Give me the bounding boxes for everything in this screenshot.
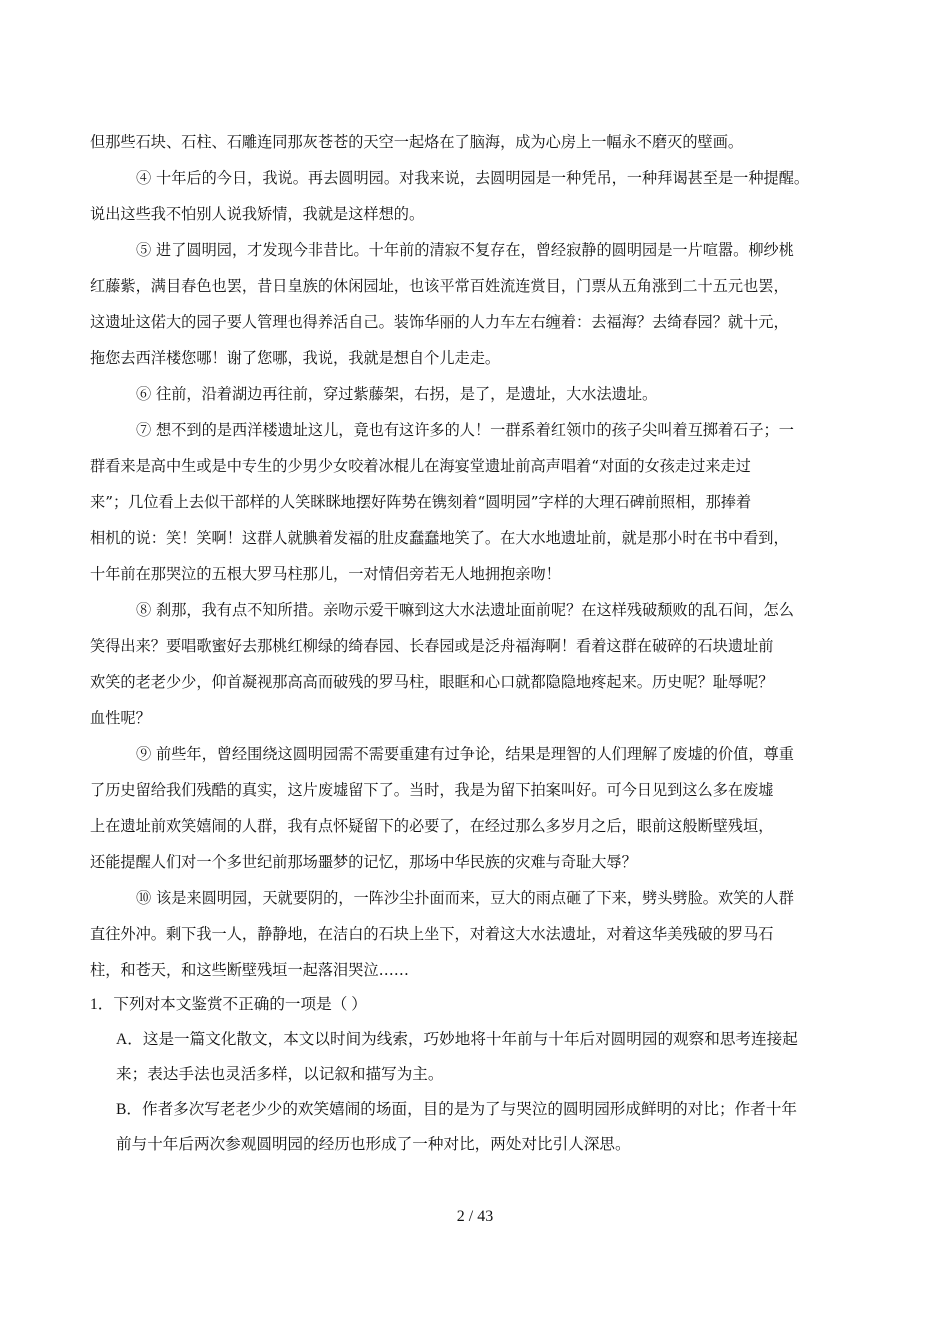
text-line: 柱，和苍天，和这些断壁残垣一起落泪哭泣…… [90,961,409,979]
paragraph-8: ⑧ 刹那，我有点不知所措。亲吻示爱干嘛到这大水法遗址面前呢？在这样残破颓败的乱石间，怎么 [136,601,794,619]
text-line: 十年前在那哭泣的五根大罗马柱那儿，一对情侣旁若无人地拥抱亲吻！ [90,565,561,583]
text-line: 说出这些我不怕别人说我矫情，我就是这样想的。 [90,205,425,223]
paragraph-9: ⑨ 前些年，曾经围绕这圆明园需不需要重建有过争论，结果是理智的人们理解了废墟的价值，尊重 [136,745,794,763]
paragraph-5: ⑤ 进了圆明园，才发现今非昔比。十年前的清寂不复存在，曾经寂静的圆明园是一片喧嚣。柳纱桃 [136,241,794,259]
text-line: 笑得出来？要唱歌蜜好去那桃红柳绿的绮春园、长春园或是泛舟福海啊！看着这群在破碎的石块遗址前 [90,637,774,655]
option-b: B．作者多次写老老少少的欢笑嬉闹的场面，目的是为了与哭泣的圆明园形成鲜明的对比；作者十年 [116,1101,797,1118]
page-number: 2 / 43 [456,1208,494,1225]
text-line: 来”；几位看上去似干部样的人笑眯眯地摆好阵势在镌刻着“圆明园”字样的大理石碑前照相，那捧着 [90,493,752,511]
text-line: 还能提醒人们对一个多世纪前那场噩梦的记忆，那场中华民族的灾难与奇耻大辱？ [90,853,637,871]
text-line: 群看来是高中生或是中专生的少男少女咬着冰棍儿在海宴堂遗址前高声唱着“对面的女孩走过来走过 [90,457,751,475]
paragraph-7: ⑦ 想不到的是西洋楼遗址这儿，竟也有这许多的人！一群系着红领巾的孩子尖叫着互掷着石子；一 [136,421,794,439]
option-b-continued: 前与十年后两次参观圆明园的经历也形成了一种对比，两处对比引人深思。 [116,1136,631,1153]
paragraph-4: ④ 十年后的今日，我说。再去圆明园。对我来说，去圆明园是一种凭吊，一种拜谒甚至是一种提醒。 [136,169,810,187]
option-a-continued: 来；表达手法也灵活多样，以记叙和描写为主。 [116,1066,444,1083]
text-line: 了历史留给我们残酷的真实，这片废墟留下了。当时，我是为留下拍案叫好。可今日见到这么多在废墟 [90,781,774,799]
text-line: 欢笑的老老少少，仰首凝视那高高而破残的罗马柱，眼眶和心口就都隐隐地疼起来。历史呢？耻辱呢？ [90,673,774,691]
text-line: 直往外冲。剩下我一人，静静地，在洁白的石块上坐下，对着这大水法遗址，对着这华美残破的罗马石 [90,925,774,943]
text-line: 但那些石块、石柱、石雕连同那灰苍苍的天空一起烙在了脑海，成为心房上一幅永不磨灭的壁画。 [90,133,744,151]
text-line: 血性呢？ [90,709,151,727]
text-line: 红藤紫，满目春色也罢，昔日皇族的休闲园址，也该平常百姓流连赏目，门票从五角涨到二十五元也罢， [90,277,789,295]
paragraph-6: ⑥ 往前，沿着湖边再往前，穿过紫藤架，右拐，是了，是遗址，大水法遗址。 [136,385,658,403]
paragraph-10: ⑩ 该是来圆明园，天就要阴的，一阵沙尘扑面而来，豆大的雨点砸了下来，劈头劈脸。欢笑的人群 [136,889,794,907]
text-line: 这遗址这偌大的园子要人管理也得养活自己。装饰华丽的人力车左右缠着：去福海？去绮春园？就十元， [90,313,789,331]
option-a: A．这是一篇文化散文，本文以时间为线索，巧妙地将十年前与十年后对圆明园的观察和思考连接起 [116,1031,798,1048]
text-line: 相机的说：笑！笑啊！这群人就腆着发福的肚皮蠢蠢地笑了。在大水地遗址前，就是那小时在书中看到， [90,529,789,547]
question-stem: 1．下列对本文鉴赏不正确的一项是（ ） [90,996,367,1013]
text-line: 上在遗址前欢笑嬉闹的人群，我有点怀疑留下的必要了，在经过那么多岁月之后，眼前这般断壁残垣， [90,817,774,835]
text-line: 拖您去西洋楼您哪！谢了您哪，我说，我就是想自个儿走走。 [90,349,501,367]
